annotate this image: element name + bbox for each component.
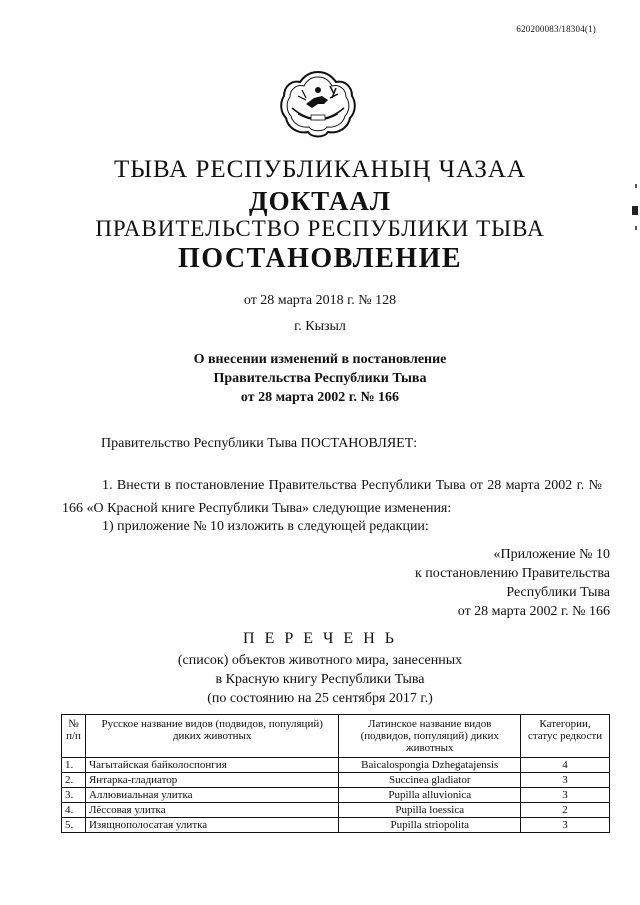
cell-russian-name: Чагытайская байколоспонгия <box>85 758 338 773</box>
document-number: 620200083/18304(1) <box>516 24 596 34</box>
tuva-emblem-icon <box>278 68 358 140</box>
header-latin-name: Латинское название видов (подвидов, популяций) диких животных <box>339 715 521 758</box>
header-tuvan-decree: ДОКТААЛ <box>249 186 391 216</box>
decree-date: от 28 марта 2018 г. № 128 <box>243 293 397 308</box>
list-title: П Е Р Е Ч Е Н Ь <box>243 630 397 647</box>
header-russian-decree: ПОСТАНОВЛЕНИЕ <box>177 243 463 274</box>
scan-edge-dot <box>635 226 637 230</box>
table-row <box>62 773 610 788</box>
cell-category: 2 <box>521 803 610 818</box>
header-russian-name: Русское название видов (подвидов, популяций) диких животных <box>85 715 338 758</box>
cell-latin-name: Pupilla alluvionica <box>339 788 521 803</box>
cell-russian-name: Аллювиальная улитка <box>85 788 338 803</box>
list-subtitle-line: (по состоянию на 25 сентября 2017 г.) <box>207 691 433 706</box>
header-category: Категории, статус редкости <box>521 715 610 758</box>
header-tuvan-government: ТЫВА РЕСПУБЛИКАНЫҢ ЧАЗАА <box>113 156 527 183</box>
cell-russian-name: Янтарка-гладиатор <box>85 773 338 788</box>
paragraph-1: 1. Внести в постановление Правительства Республики Тыва от 28 марта 2002 г. № 166 «О Красной книге Республики Тыва» следующие изменения: <box>62 478 602 516</box>
list-subtitle-line: (список) объектов животного мира, занесенных <box>177 653 463 668</box>
decree-city: г. Кызыл <box>294 319 346 334</box>
table-header-row <box>62 715 610 758</box>
decree-subject <box>0 350 640 407</box>
list-subtitle <box>0 651 640 708</box>
subject-line: О внесении изменений в постановление <box>193 352 447 367</box>
table-row <box>62 758 610 773</box>
cell-category: 3 <box>521 818 610 833</box>
cell-category: 4 <box>521 758 610 773</box>
list-subtitle-line: в Красную книгу Республики Тыва <box>215 672 425 687</box>
annex-reference <box>380 545 610 621</box>
table-row <box>62 818 610 833</box>
annex-line: от 28 марта 2002 г. № 166 <box>457 604 610 619</box>
cell-num: 4. <box>62 803 86 818</box>
header-russian-government: ПРАВИТЕЛЬСТВО РЕСПУБЛИКИ ТЫВА <box>95 216 545 241</box>
header-num: № п/п <box>62 715 86 758</box>
cell-category: 3 <box>521 773 610 788</box>
annex-line: Республики Тыва <box>506 585 610 600</box>
cell-num: 5. <box>62 818 86 833</box>
scan-edge-dot <box>635 184 637 188</box>
cell-num: 2. <box>62 773 86 788</box>
subject-line: Правительства Республики Тыва <box>213 371 427 386</box>
annex-line: к постановлению Правительства <box>414 566 610 581</box>
cell-latin-name: Pupilla striopolita <box>339 818 521 833</box>
cell-latin-name: Pupilla loessica <box>339 803 521 818</box>
table-row <box>62 788 610 803</box>
species-table <box>61 714 610 833</box>
cell-num: 1. <box>62 758 86 773</box>
cell-russian-name: Изящнополосатая улитка <box>85 818 338 833</box>
cell-latin-name: Baicalospongia Dzhegatajensis <box>339 758 521 773</box>
scan-edge-mark <box>632 206 638 215</box>
preamble: Правительство Республики Тыва ПОСТАНОВЛЯЕТ: <box>101 436 418 451</box>
cell-russian-name: Лёссовая улитка <box>85 803 338 818</box>
paragraph-2: 1) приложение № 10 изложить в следующей редакции: <box>102 519 429 534</box>
cell-category: 3 <box>521 788 610 803</box>
cell-latin-name: Succinea gladiator <box>339 773 521 788</box>
table-row <box>62 803 610 818</box>
annex-line: «Приложение № 10 <box>493 547 610 562</box>
subject-line: от 28 марта 2002 г. № 166 <box>240 390 400 405</box>
cell-num: 3. <box>62 788 86 803</box>
